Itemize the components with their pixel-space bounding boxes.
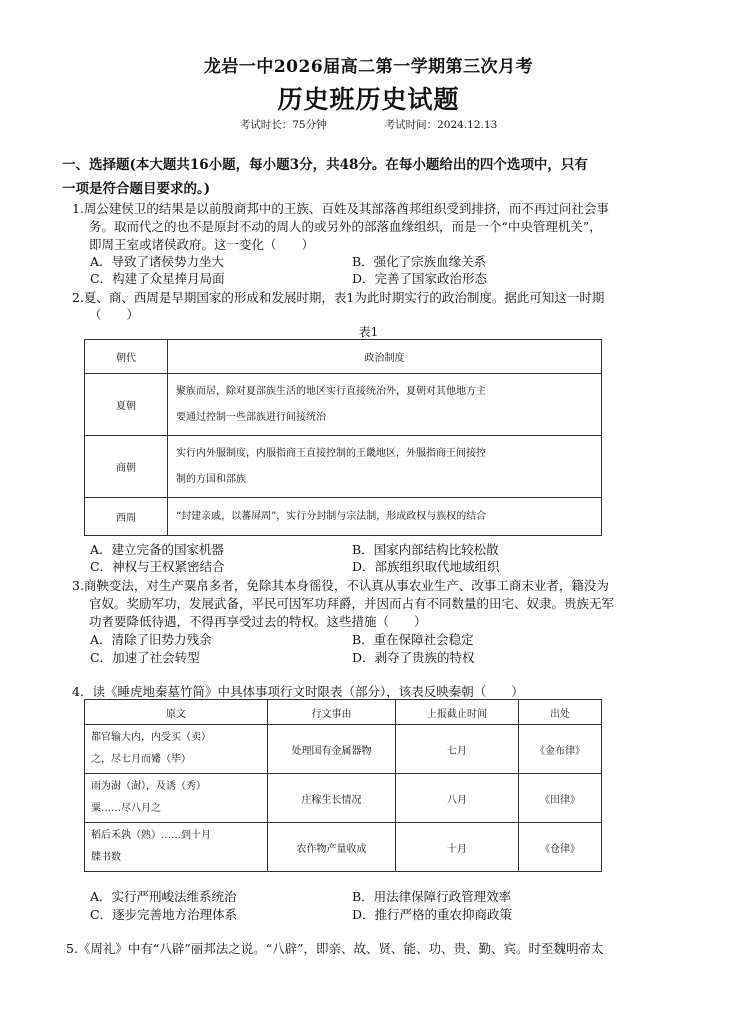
q5-stem-line1: 5.《周礼》中有“八辟”丽邦法之说。“八辟”，即亲、故、贤、能、功、贵、勤、宾。时至魏明帝太: [66, 941, 604, 956]
q1-option-a: A．导致了诸侯势力坐大: [90, 254, 225, 269]
deadline-cell: 八月: [396, 774, 519, 823]
paper-title: 历史班历史试题: [277, 85, 460, 114]
q2-option-d: D．部族组织取代地域组织: [352, 559, 500, 574]
system-text-line: 聚族而居，除对夏部族生活的地区实行直接统治外，夏朝对其他地方主: [176, 385, 486, 397]
original-text-line: 雨为澍（澍），及诱（秀）: [91, 781, 206, 792]
original-text-line: 稻后禾孰（熟）……到十月: [91, 830, 211, 841]
school-exam-title: 龙岩一中2026届高二第一学期第三次月考: [203, 57, 534, 77]
table-row: [85, 725, 602, 774]
q4-option-b: B．用法律保障行政管理效率: [352, 889, 512, 904]
q2-stem-line1: 2.夏、商、西周是早期国家的形成和发展时期，表1为此时期实行的政治制度。据此可知这一时期: [72, 290, 605, 305]
q3-option-d: D．剥夺了贵族的特权: [352, 650, 475, 665]
reason-cell: 庄稼生长情况: [268, 774, 396, 823]
q3-option-a: A．清除了旧势力残余: [90, 632, 212, 647]
q1-stem-line1: 1.周公建侯卫的结果是以前殷商邦中的王族、百姓及其部落酋邦组织受到排挤，而不再过问社会事: [72, 201, 609, 216]
table-row: [85, 436, 602, 498]
dynasty-cell: 商朝: [85, 436, 168, 498]
q1-stem-line2: 务。取而代之的也不是原封不动的周人的或另外的部落血缘组织，而是一个“中央管理机关”，: [89, 219, 602, 234]
exam-duration: 考试时长：75分钟: [239, 119, 327, 131]
q4-option-d: D．推行严格的重农抑商政策: [352, 907, 513, 922]
original-text-line: 粟……尽八月之: [91, 803, 161, 814]
source-cell: 《田律》: [519, 774, 602, 823]
dynasty-cell: 夏朝: [85, 374, 168, 436]
q3-stem-line2: 官奴。奖励军功，发展武备，平民可因军功拜爵，并因而占有不同数量的田宅、奴隶。贵族无军: [89, 596, 615, 611]
table-header-row: [85, 340, 602, 374]
reason-cell: 农作物产量收成: [268, 823, 396, 872]
table1-caption: 表1: [358, 325, 379, 339]
q1-option-b: B．强化了宗族血缘关系: [352, 254, 487, 269]
col-header-reason: 行文事由: [268, 700, 396, 725]
col-header-dynasty: 朝代: [85, 340, 168, 374]
q1-option-d: D．完善了国家政治形态: [352, 271, 488, 286]
original-text-cell: [85, 823, 268, 872]
system-text-line: 要通过控制一些部族进行间接统治: [176, 411, 326, 423]
col-header-original: 原文: [85, 700, 268, 725]
dynasty-cell: 西周: [85, 498, 168, 536]
q2-option-a: A．建立完备的国家机器: [90, 542, 225, 557]
table1-political-systems: [84, 339, 602, 536]
original-text-line: 都官输大内，内受买（卖）: [91, 732, 211, 743]
table-row: [85, 498, 602, 536]
deadline-cell: 十月: [396, 823, 519, 872]
system-text-line: 实行内外服制度，内服指商王直接控制的王畿地区，外服指商王间接控: [176, 447, 486, 459]
source-cell: 《金布律》: [519, 725, 602, 774]
system-text-line: 制的方国和部族: [176, 473, 246, 485]
section-heading-line1: 一、选择题(本大题共16小题，每小题3分，共48分。在每小题给出的四个选项中，只有: [62, 157, 588, 173]
table-header-row: [85, 700, 602, 725]
original-text-cell: [85, 774, 268, 823]
q4-option-c: C．逐步完善地方治理体系: [90, 907, 238, 922]
q4-option-a: A．实行严刑峻法维系统治: [90, 889, 237, 904]
reason-cell: 处理国有金属器物: [268, 725, 396, 774]
q2-stem-line2: （ ）: [89, 307, 140, 322]
q1-stem-line3: 即周王室或诸侯政府。这一变化（ ）: [89, 237, 315, 252]
deadline-cell: 七月: [396, 725, 519, 774]
col-header-deadline: 上报截止时间: [396, 700, 519, 725]
q3-stem-line3: 功者要降低待遇，不得再享受过去的特权。这些措施（ ）: [89, 614, 427, 629]
table-row: [85, 374, 602, 436]
col-header-system: 政治制度: [168, 340, 602, 374]
q1-option-c: C．构建了众星捧月局面: [90, 271, 225, 286]
q3-stem-line1: 3.商鞅变法，对生产粟帛多者，免除其本身徭役，不认真从事农业生产、改事工商末业者，籍没为: [72, 578, 609, 593]
original-text-line: 之，尽七月而觱（毕）: [91, 754, 191, 765]
q4-stem-line1: 4．读《睡虎地秦墓竹简》中具体事项行文时限表（部分），该表反映秦朝（ ）: [72, 684, 524, 699]
exam-meta: [0, 117, 737, 132]
exam-date: 考试时间：2024.12.13: [384, 119, 498, 131]
system-cell: [168, 498, 602, 536]
q3-option-c: C．加速了社会转型: [90, 650, 200, 665]
table-row: [85, 774, 602, 823]
original-text-line: 牒书数: [91, 852, 121, 863]
table2-document-deadlines: [84, 699, 602, 872]
source-cell: 《仓律》: [519, 823, 602, 872]
original-text-cell: [85, 725, 268, 774]
q2-option-c: C．神权与王权紧密结合: [90, 559, 225, 574]
table-row: [85, 823, 602, 872]
q2-option-b: B．国家内部结构比较松散: [352, 542, 499, 557]
system-cell: [168, 436, 602, 498]
system-cell: [168, 374, 602, 436]
system-text-line: “封建亲戚，以蕃屏周”，实行分封制与宗法制，形成政权与族权的结合: [176, 510, 487, 522]
section-heading-line2: 一项是符合题目要求的。): [62, 181, 211, 197]
col-header-source: 出处: [519, 700, 602, 725]
q3-option-b: B．重在保障社会稳定: [352, 632, 474, 647]
